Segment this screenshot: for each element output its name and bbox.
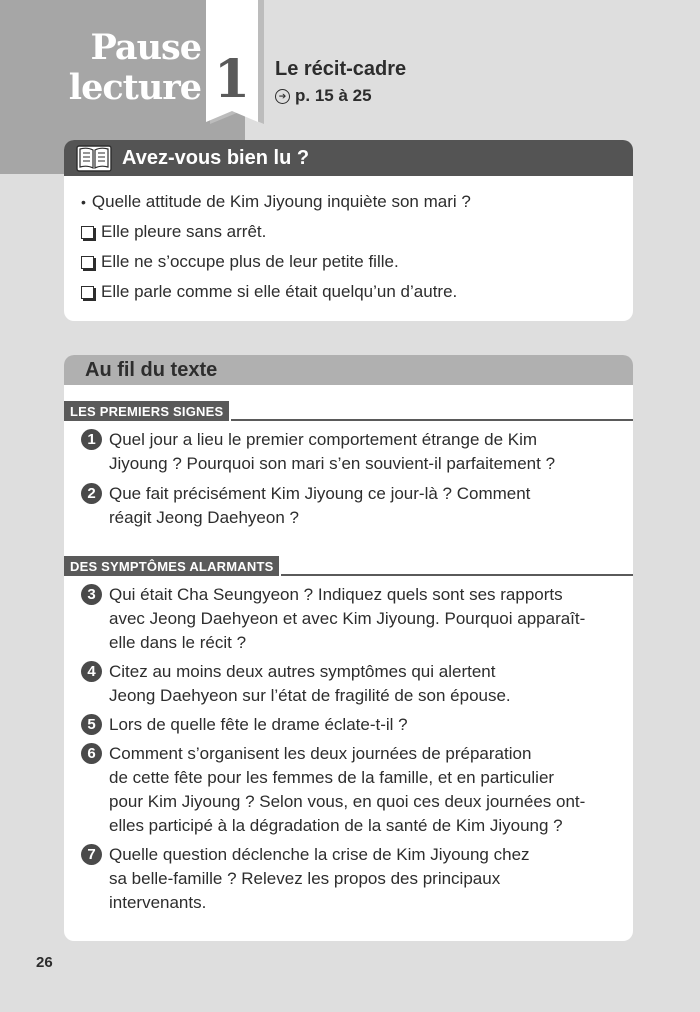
answer-option-2[interactable] <box>81 252 399 272</box>
answer-option-1[interactable] <box>81 222 266 242</box>
question-text <box>109 583 585 655</box>
pages-range: p. 15 à 25 <box>295 86 372 105</box>
question-line: Comment s’organisent les deux journées de préparation <box>109 744 532 763</box>
question-text <box>109 843 530 915</box>
question-text <box>109 660 511 708</box>
chapter-number: 1 <box>213 49 251 110</box>
section-label-symptomes-alarmants: DES SYMPTÔMES ALARMANTS <box>64 556 281 576</box>
question-6 <box>81 742 621 838</box>
checkbox-icon[interactable] <box>81 226 94 239</box>
question-line: Qui était Cha Seungyeon ? Indiquez quels sont ses rapports <box>109 585 563 604</box>
au-fil-title: Au fil du texte <box>85 358 218 381</box>
question-number: 5 <box>81 714 102 735</box>
question-number: 6 <box>81 743 102 764</box>
option-text: Elle pleure sans arrêt. <box>101 222 267 241</box>
section-label-premiers-signes: LES PREMIERS SIGNES <box>64 401 231 421</box>
option-text: Elle ne s’occupe plus de leur petite fille. <box>101 252 399 271</box>
question-line: Que fait précisément Kim Jiyoung ce jour-là ? Comment <box>109 484 531 503</box>
question-text <box>109 713 408 737</box>
question-2 <box>81 482 621 530</box>
question-line: pour Kim Jiyoung ? Selon vous, en quoi ces deux journées ont- <box>109 792 586 811</box>
question-7 <box>81 843 621 915</box>
question-3 <box>81 583 621 655</box>
question-5 <box>81 713 621 737</box>
avez-vous-question <box>81 192 471 212</box>
question-line: Quel jour a lieu le premier comportement étrange de Kim <box>109 430 538 449</box>
pause-lecture-title <box>66 28 201 108</box>
question-number: 7 <box>81 844 102 865</box>
question-line: Jiyoung ? Pourquoi son mari s’en souvient-il parfaitement ? <box>109 454 556 473</box>
question-text <box>109 742 585 838</box>
question-line: intervenants. <box>109 893 207 912</box>
chapter-pages <box>275 86 372 106</box>
question-line: avec Jeong Daehyeon et avec Kim Jiyoung. Pourquoi apparaît- <box>109 609 586 628</box>
question-line: Quelle question déclenche la crise de Kim Jiyoung chez <box>109 845 530 864</box>
question-line: elle dans le récit ? <box>109 633 247 652</box>
question-line: Lors de quelle fête le drame éclate-t-il ? <box>109 715 408 734</box>
avez-vous-header <box>64 140 633 176</box>
answer-option-3[interactable] <box>81 282 457 302</box>
question-line: elles participé à la dégradation de la santé de Kim Jiyoung ? <box>109 816 563 835</box>
question-text <box>109 482 530 530</box>
question-number: 3 <box>81 584 102 605</box>
question-text: Quelle attitude de Kim Jiyoung inquiète son mari ? <box>91 192 471 211</box>
pause-word: Pause <box>90 27 201 68</box>
au-fil-du-texte-card <box>64 355 633 941</box>
question-line: Jeong Daehyeon sur l’état de fragilité de son épouse. <box>109 686 511 705</box>
chapter-title: Le récit-cadre <box>275 58 407 80</box>
avez-vous-bien-lu-card <box>64 140 633 321</box>
question-line: sa belle-famille ? Relevez les propos des principaux <box>109 869 501 888</box>
avez-vous-title: Avez-vous bien lu ? <box>122 146 310 169</box>
option-text: Elle parle comme si elle était quelqu’un d’autre. <box>101 282 458 301</box>
checkbox-icon[interactable] <box>81 256 94 269</box>
lecture-word: lecture <box>68 67 201 108</box>
question-number: 1 <box>81 429 102 450</box>
book-icon <box>76 143 112 173</box>
checkbox-icon[interactable] <box>81 286 94 299</box>
page-number: 26 <box>36 954 53 971</box>
question-text <box>109 428 555 476</box>
question-line: réagit Jeong Daehyeon ? <box>109 508 299 527</box>
question-number: 2 <box>81 483 102 504</box>
question-4 <box>81 660 621 708</box>
question-line: Citez au moins deux autres symptômes qui alertent <box>109 662 496 681</box>
question-line: de cette fête pour les femmes de la famille, et en particulier <box>109 768 555 787</box>
au-fil-header <box>64 355 633 385</box>
arrow-right-icon: ➔ <box>275 89 290 104</box>
bullet: • <box>81 194 86 210</box>
question-1 <box>81 428 621 476</box>
question-number: 4 <box>81 661 102 682</box>
